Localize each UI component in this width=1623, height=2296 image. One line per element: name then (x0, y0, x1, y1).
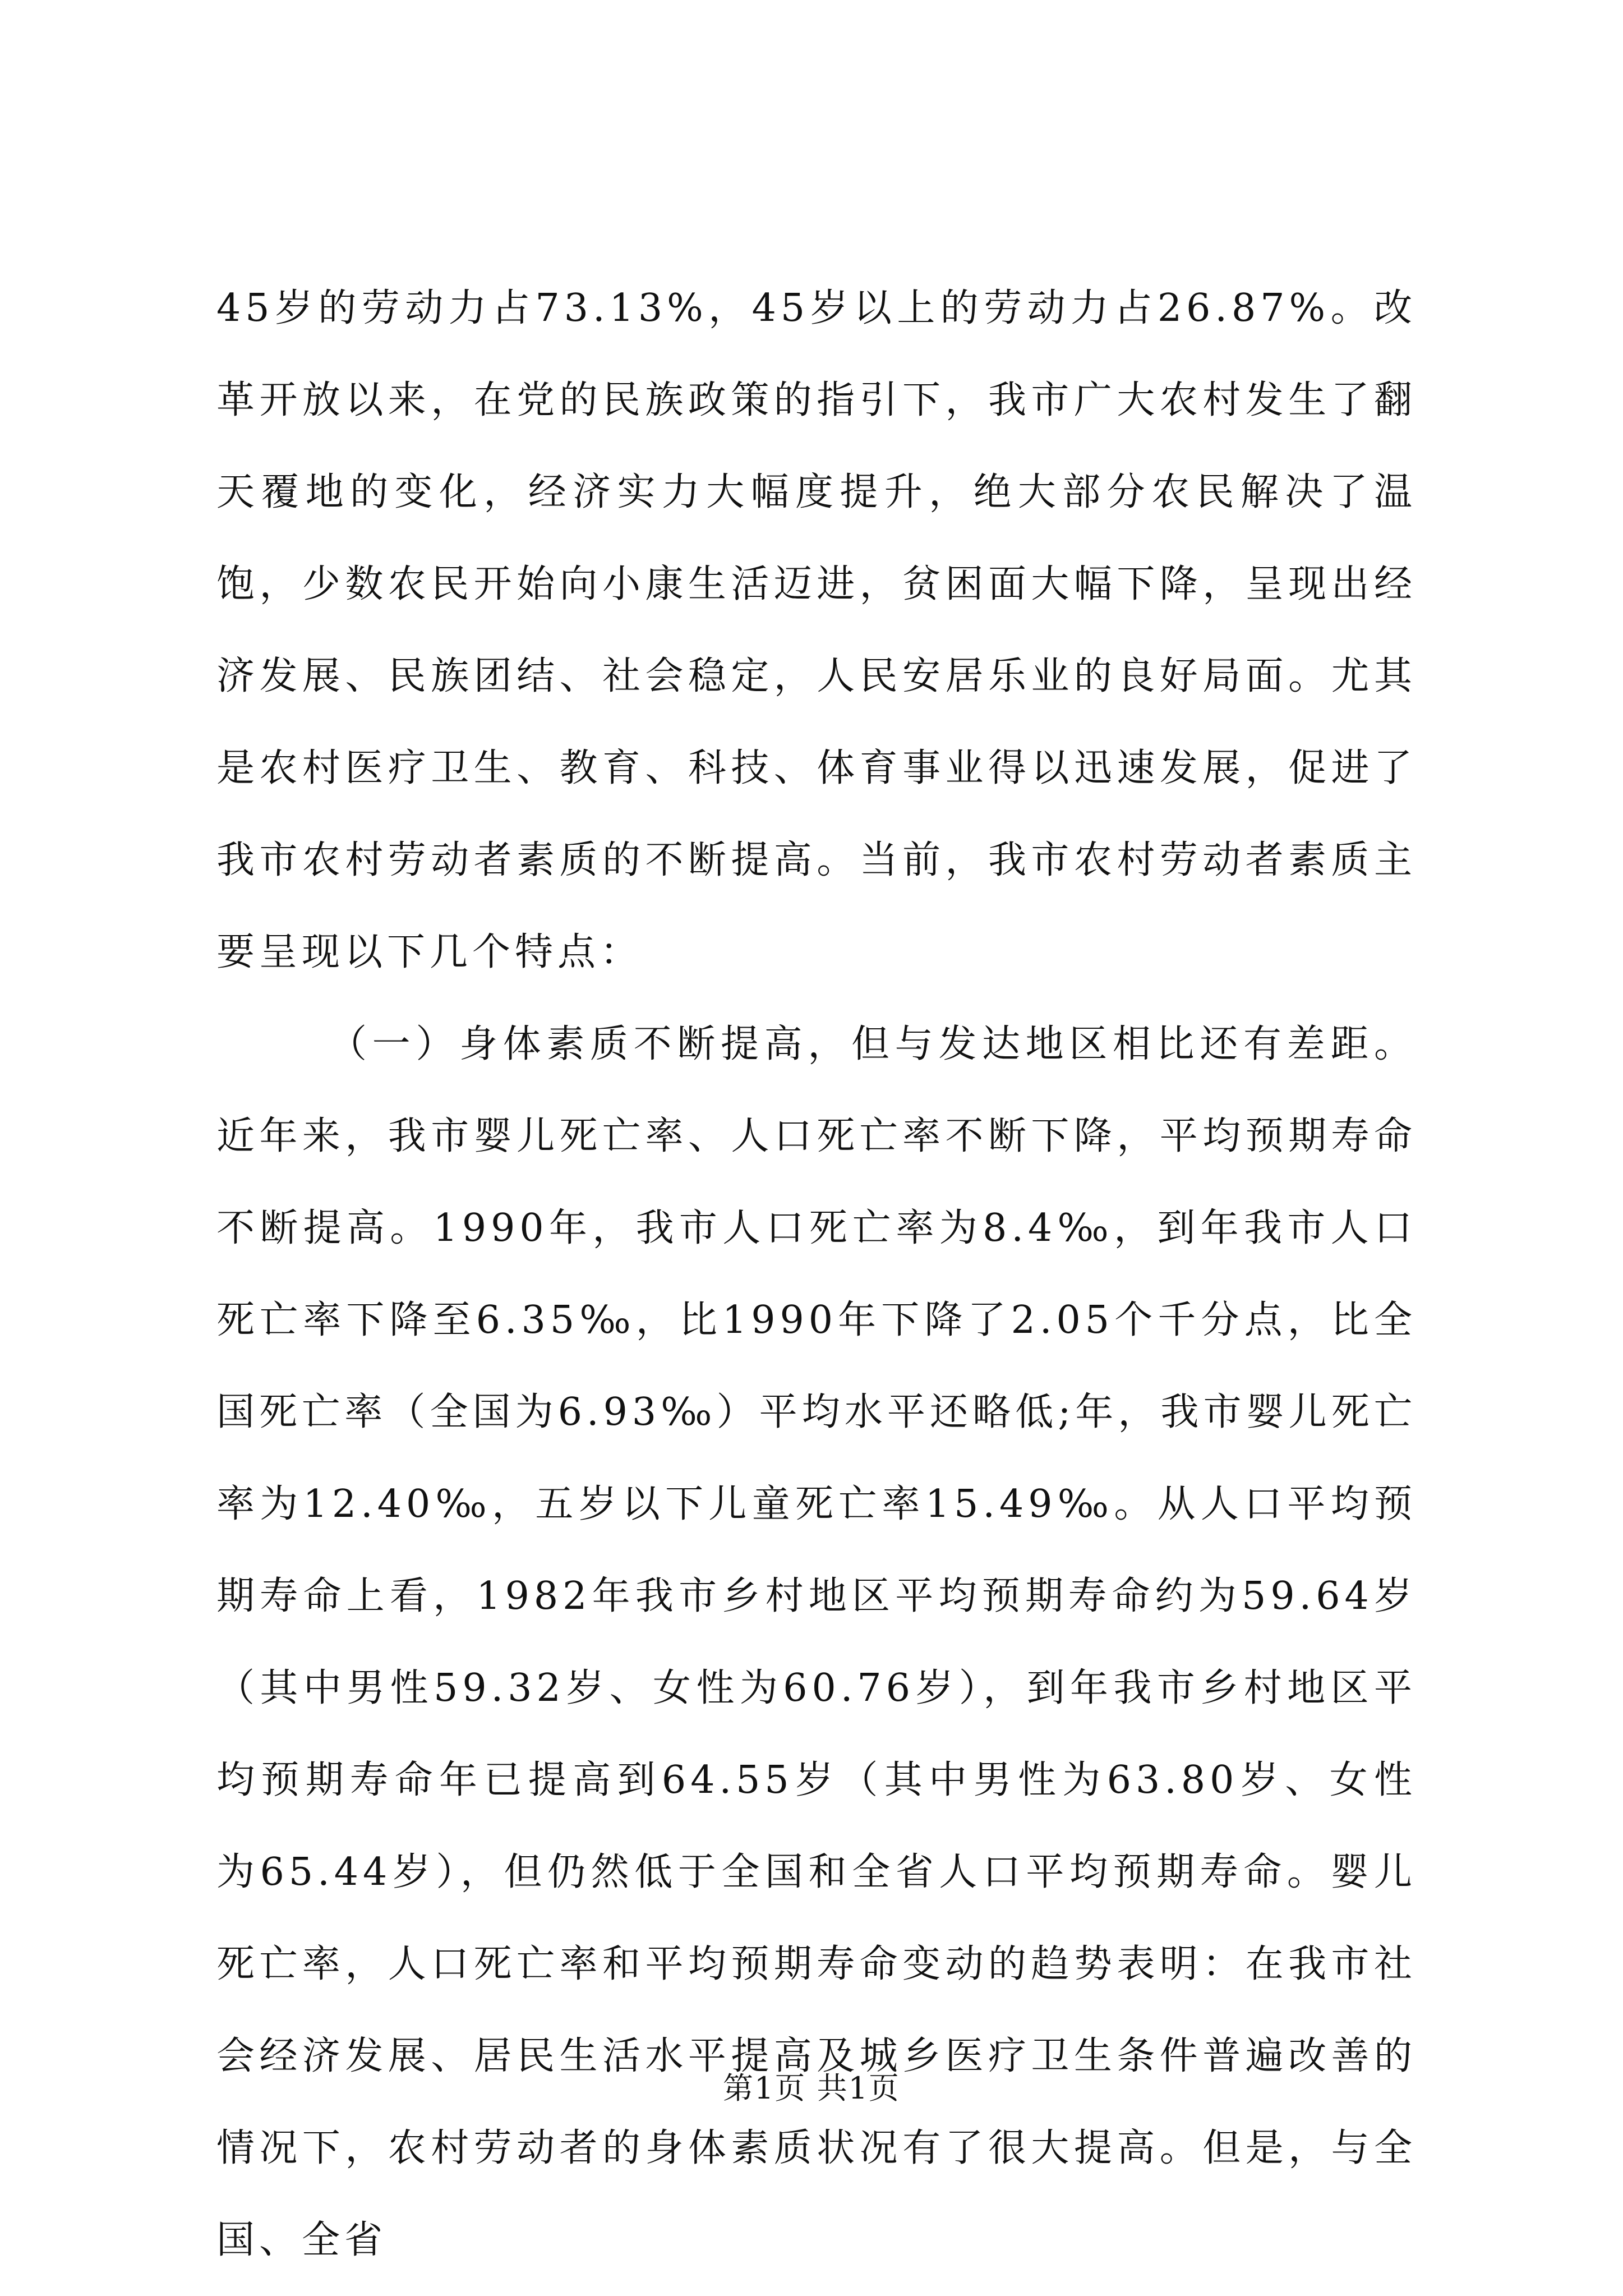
page-footer: 第1页 共1页 (723, 2070, 900, 2106)
paragraph-1: 45岁的劳动力占73.13%，45岁以上的劳动力占26.87%。改革开放以来，在党的民族政策的指引下，我市广大农村发生了翻天覆地的变化，经济实力大幅度提升，绝大部分农民解决了温饱，少数农民开始向小康生活迈进，贫困面大幅下降，呈现出经济发展、民族团结、社会稳定，人民安居乐业的良好局面。尤其是农村医疗卫生、教育、科技、体育事业得以迅速发展，促进了我市农村劳动者素质的不断提高。当前，我市农村劳动者素质主要呈现以下几个特点： (216, 286, 1417, 974)
document-body (216, 263, 1417, 2286)
paragraph-2: （一）身体素质不断提高，但与发达地区相比还有差距。近年来，我市婴儿死亡率、人口死亡率不断下降，平均预期寿命不断提高。1990年，我市人口死亡率为8.4‰，到年我市人口死亡率下降至6.35‰，比1990年下降了2.05个千分点，比全国死亡率（全国为6.93‰）平均水平还略低;年，我市婴儿死亡率为12.40‰，五岁以下儿童死亡率15.49‰。从人口平均预期寿命上看，1982年我市乡村地区平均预期寿命约为59.64岁（其中男性59.32岁、女性为60.76岁），到年我市乡村地区平均预期寿命年已提高到64.55岁（其中男性为63.80岁、女性为65.44岁），但仍然低于全国和全省人口平均预期寿命。婴儿死亡率，人口死亡率和平均预期寿命变动的趋势表明：在我市社会经济发展、居民生活水平提高及城乡医疗卫生条件普遍改善的情况下，农村劳动者的身体素质状况有了很大提高。但是，与全国、全省 (216, 1022, 1417, 2262)
